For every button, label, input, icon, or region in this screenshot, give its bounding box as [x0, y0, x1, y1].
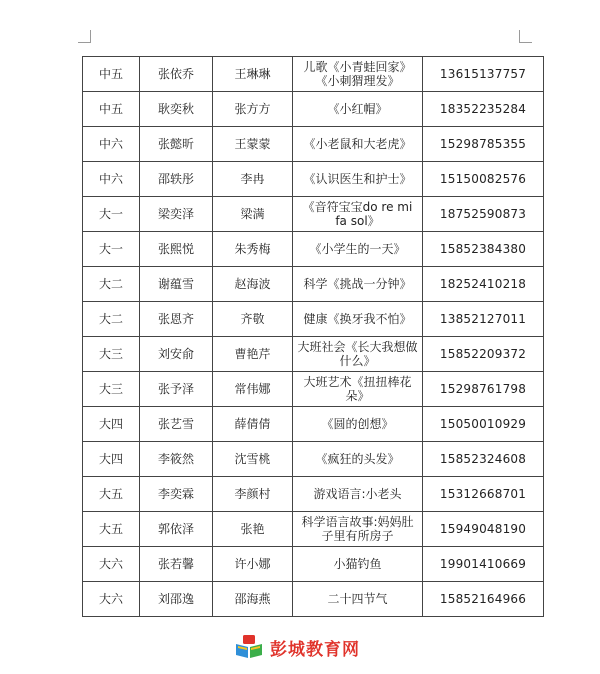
table-row	[83, 57, 544, 92]
program-cell: 大班艺术《扭扭棒花朵》	[293, 372, 423, 407]
child-name-cell: 邵轶彤	[140, 162, 213, 197]
class-cell: 大三	[83, 372, 140, 407]
crop-mark-left	[78, 30, 91, 43]
parent-name-cell: 李冉	[213, 162, 293, 197]
program-cell: 《音符宝宝do re mi fa sol》	[293, 197, 423, 232]
child-name-cell: 张懿昕	[140, 127, 213, 162]
child-name-cell: 张艺雪	[140, 407, 213, 442]
parent-name-cell: 朱秀梅	[213, 232, 293, 267]
class-cell: 大五	[83, 477, 140, 512]
class-cell: 大三	[83, 337, 140, 372]
table-row	[83, 372, 544, 407]
phone-cell: 18752590873	[423, 197, 544, 232]
table-row	[83, 197, 544, 232]
program-cell: 《圆的创想》	[293, 407, 423, 442]
table-row	[83, 442, 544, 477]
class-cell: 大一	[83, 232, 140, 267]
program-cell: 科学《挑战一分钟》	[293, 267, 423, 302]
program-cell: 游戏语言:小老头	[293, 477, 423, 512]
phone-cell: 15949048190	[423, 512, 544, 547]
program-cell: 儿歌《小青蛙回家》《小刺猬理发》	[293, 57, 423, 92]
program-cell: 健康《换牙我不怕》	[293, 302, 423, 337]
phone-cell: 18252410218	[423, 267, 544, 302]
parent-name-cell: 齐敬	[213, 302, 293, 337]
table-row	[83, 477, 544, 512]
phone-cell: 15852164966	[423, 582, 544, 617]
phone-cell: 15050010929	[423, 407, 544, 442]
crop-mark-right	[519, 30, 532, 43]
phone-cell: 19901410669	[423, 547, 544, 582]
table-row	[83, 407, 544, 442]
parent-name-cell: 薛倩倩	[213, 407, 293, 442]
program-cell: 《小老鼠和大老虎》	[293, 127, 423, 162]
program-cell: 《疯狂的头发》	[293, 442, 423, 477]
table-row	[83, 302, 544, 337]
parent-name-cell: 张方方	[213, 92, 293, 127]
child-name-cell: 李奕霖	[140, 477, 213, 512]
child-name-cell: 梁奕泽	[140, 197, 213, 232]
roster-table-body	[83, 57, 544, 617]
child-name-cell: 张予泽	[140, 372, 213, 407]
child-name-cell: 张恩齐	[140, 302, 213, 337]
class-cell: 大四	[83, 442, 140, 477]
parent-name-cell: 梁满	[213, 197, 293, 232]
program-cell: 《小红帽》	[293, 92, 423, 127]
program-cell: 《认识医生和护士》	[293, 162, 423, 197]
program-cell: 科学语言故事:妈妈肚子里有所房子	[293, 512, 423, 547]
program-cell: 《小学生的一天》	[293, 232, 423, 267]
phone-cell: 15312668701	[423, 477, 544, 512]
parent-name-cell: 许小娜	[213, 547, 293, 582]
parent-name-cell: 李颜村	[213, 477, 293, 512]
table-row	[83, 92, 544, 127]
open-book-logo-icon	[234, 635, 264, 659]
class-cell: 中五	[83, 57, 140, 92]
table-row	[83, 547, 544, 582]
class-cell: 大二	[83, 302, 140, 337]
roster-table	[82, 56, 544, 617]
table-row	[83, 232, 544, 267]
table-row	[83, 582, 544, 617]
phone-cell: 15852324608	[423, 442, 544, 477]
class-cell: 大六	[83, 582, 140, 617]
phone-cell: 15852209372	[423, 337, 544, 372]
child-name-cell: 李筱然	[140, 442, 213, 477]
table-row	[83, 512, 544, 547]
class-cell: 中六	[83, 162, 140, 197]
footer-brand	[234, 634, 360, 660]
child-name-cell: 刘邵逸	[140, 582, 213, 617]
program-cell: 大班社会《长大我想做什么》	[293, 337, 423, 372]
phone-cell: 15852384380	[423, 232, 544, 267]
table-row	[83, 162, 544, 197]
parent-name-cell: 曹艳芹	[213, 337, 293, 372]
parent-name-cell: 王蒙蒙	[213, 127, 293, 162]
phone-cell: 13852127011	[423, 302, 544, 337]
class-cell: 大六	[83, 547, 140, 582]
table-row	[83, 337, 544, 372]
child-name-cell: 谢蕴雪	[140, 267, 213, 302]
class-cell: 大一	[83, 197, 140, 232]
table-row	[83, 267, 544, 302]
program-cell: 二十四节气	[293, 582, 423, 617]
parent-name-cell: 王琳琳	[213, 57, 293, 92]
class-cell: 大五	[83, 512, 140, 547]
child-name-cell: 张依乔	[140, 57, 213, 92]
table-row	[83, 127, 544, 162]
phone-cell: 18352235284	[423, 92, 544, 127]
child-name-cell: 耿奕秋	[140, 92, 213, 127]
child-name-cell: 张若馨	[140, 547, 213, 582]
phone-cell: 15150082576	[423, 162, 544, 197]
child-name-cell: 郭依泽	[140, 512, 213, 547]
phone-cell: 15298785355	[423, 127, 544, 162]
class-cell: 中五	[83, 92, 140, 127]
child-name-cell: 张熙悦	[140, 232, 213, 267]
brand-name: 彭城教育网	[270, 639, 360, 660]
parent-name-cell: 常伟娜	[213, 372, 293, 407]
child-name-cell: 刘安俞	[140, 337, 213, 372]
parent-name-cell: 邵海燕	[213, 582, 293, 617]
program-cell: 小猫钓鱼	[293, 547, 423, 582]
phone-cell: 13615137757	[423, 57, 544, 92]
parent-name-cell: 沈雪桃	[213, 442, 293, 477]
parent-name-cell: 张艳	[213, 512, 293, 547]
parent-name-cell: 赵海波	[213, 267, 293, 302]
class-cell: 中六	[83, 127, 140, 162]
class-cell: 大四	[83, 407, 140, 442]
class-cell: 大二	[83, 267, 140, 302]
phone-cell: 15298761798	[423, 372, 544, 407]
